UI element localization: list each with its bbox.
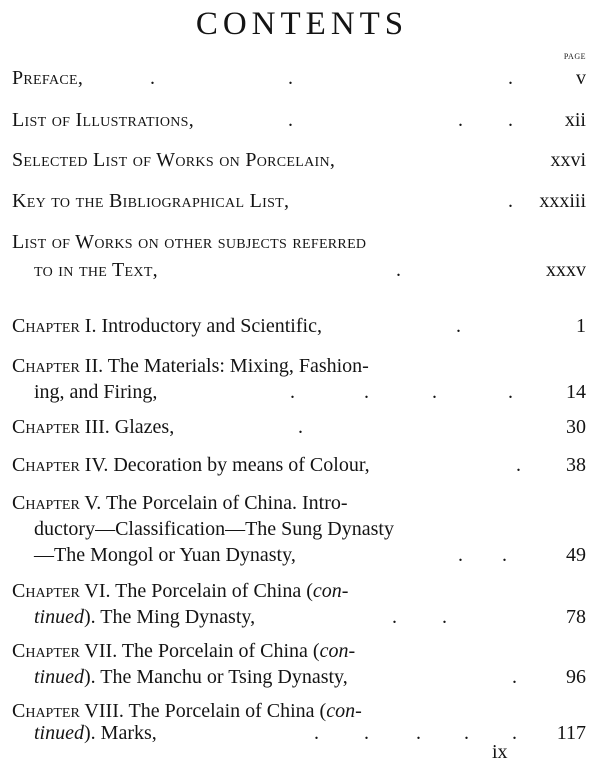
chapter-title: The Porcelain of China (con- [115, 580, 349, 602]
toc-entry-page: 14 [566, 381, 586, 403]
leader-dot: . [512, 722, 517, 744]
toc-entry-other-works [12, 228, 586, 256]
toc-entry-title: Key to the Bibliographical List, [12, 190, 290, 212]
leader-dot: . [508, 381, 513, 403]
toc-entry-page: 78 [566, 606, 586, 628]
page-column-label: PAGE [563, 52, 586, 61]
leader-dot: . [364, 722, 369, 744]
page-title: CONTENTS [195, 6, 409, 42]
chapter-label: Chapter VI. [12, 580, 111, 602]
chapter-title: ing, and Firing, [34, 381, 158, 403]
leader-dot: . [364, 381, 369, 403]
toc-chapter-5 [12, 489, 586, 517]
toc-entry-title: Selected List of Works on Porcelain, [12, 149, 336, 171]
leader-dot: . [508, 109, 513, 131]
toc-entry-illustrations [12, 106, 586, 134]
toc-chapter-2 [12, 352, 586, 380]
toc-chapter-1 [12, 312, 586, 340]
chapter-label: Chapter V. [12, 492, 102, 514]
toc-entry-title: List of Illustrations, [12, 109, 195, 131]
leader-dot: . [512, 666, 517, 688]
leader-dot: . [288, 67, 293, 89]
toc-entry-page: xxxv [546, 259, 586, 281]
toc-entry-page: 96 [566, 666, 586, 688]
leader-dot: . [502, 544, 507, 566]
chapter-label: Chapter II. [12, 355, 104, 377]
chapter-label: Chapter I. [12, 315, 97, 337]
toc-entry-key-bibliography [12, 187, 586, 215]
toc-chapter-7 [12, 637, 586, 665]
toc-chapter-6 [12, 577, 586, 605]
toc-chapter-3 [12, 413, 586, 441]
chapter-title: Introductory and Scientific, [101, 315, 322, 337]
chapter-title: tinued). Marks, [34, 722, 157, 744]
toc-chapter-5-cont [12, 541, 586, 569]
leader-dot: . [288, 109, 293, 131]
leader-dot: . [458, 109, 463, 131]
toc-entry-title: Preface, [12, 67, 84, 89]
chapter-label: Chapter VII. [12, 640, 118, 662]
chapter-title: ductory—Classification—The Sung Dynasty [34, 518, 394, 540]
leader-dot: . [458, 544, 463, 566]
toc-chapter-4 [12, 451, 586, 479]
toc-entry-page: v [576, 67, 586, 89]
toc-entry-title: List of Works on other subjects referred [12, 231, 367, 253]
toc-entry-selected-works [12, 146, 586, 174]
chapter-title: Glazes, [114, 416, 175, 438]
leader-dot: . [290, 381, 295, 403]
leader-dot: . [464, 722, 469, 744]
chapter-title: The Materials: Mixing, Fashion- [107, 355, 369, 377]
leader-dot: . [432, 381, 437, 403]
chapter-title: The Porcelain of China. Intro- [105, 492, 348, 514]
toc-entry-title: to in the Text, [34, 259, 158, 281]
chapter-title: —The Mongol or Yuan Dynasty, [34, 544, 296, 566]
page-number: ix [492, 741, 508, 763]
leader-dot: . [314, 722, 319, 744]
leader-dot: . [508, 190, 513, 212]
toc-entry-other-works-cont [12, 256, 586, 284]
toc-entry-page: 117 [556, 722, 586, 744]
toc-entry-page: 1 [576, 315, 586, 337]
chapter-label: Chapter IV. [12, 454, 109, 476]
leader-dot: . [456, 315, 461, 337]
toc-entry-page: xxvi [550, 149, 586, 171]
leader-dot: . [150, 67, 155, 89]
toc-entry-page: xii [564, 109, 586, 131]
leader-dot: . [516, 454, 521, 476]
toc-entry-page: 30 [566, 416, 586, 438]
leader-dot: . [416, 722, 421, 744]
chapter-label: Chapter III. [12, 416, 110, 438]
chapter-title: tinued). The Manchu or Tsing Dynasty, [34, 666, 348, 688]
chapter-title: The Porcelain of China (con- [121, 640, 356, 662]
toc-chapter-7-cont [12, 663, 586, 691]
toc-entry-page: xxxiii [539, 190, 586, 212]
chapter-title: tinued). The Ming Dynasty, [34, 606, 256, 628]
toc-entry-page: 38 [566, 454, 586, 476]
toc-chapter-6-cont [12, 603, 586, 631]
toc-chapter-2-cont [12, 378, 586, 406]
leader-dot: . [392, 606, 397, 628]
leader-dot: . [508, 67, 513, 89]
toc-entry-preface [12, 64, 586, 92]
leader-dot: . [298, 416, 303, 438]
chapter-title: The Porcelain of China (con- [128, 700, 362, 722]
toc-chapter-5-cont [12, 515, 586, 543]
chapter-label: Chapter VIII. [12, 700, 124, 722]
leader-dot: . [396, 259, 401, 281]
leader-dot: . [442, 606, 447, 628]
chapter-title: Decoration by means of Colour, [113, 454, 370, 476]
toc-entry-page: 49 [566, 544, 586, 566]
